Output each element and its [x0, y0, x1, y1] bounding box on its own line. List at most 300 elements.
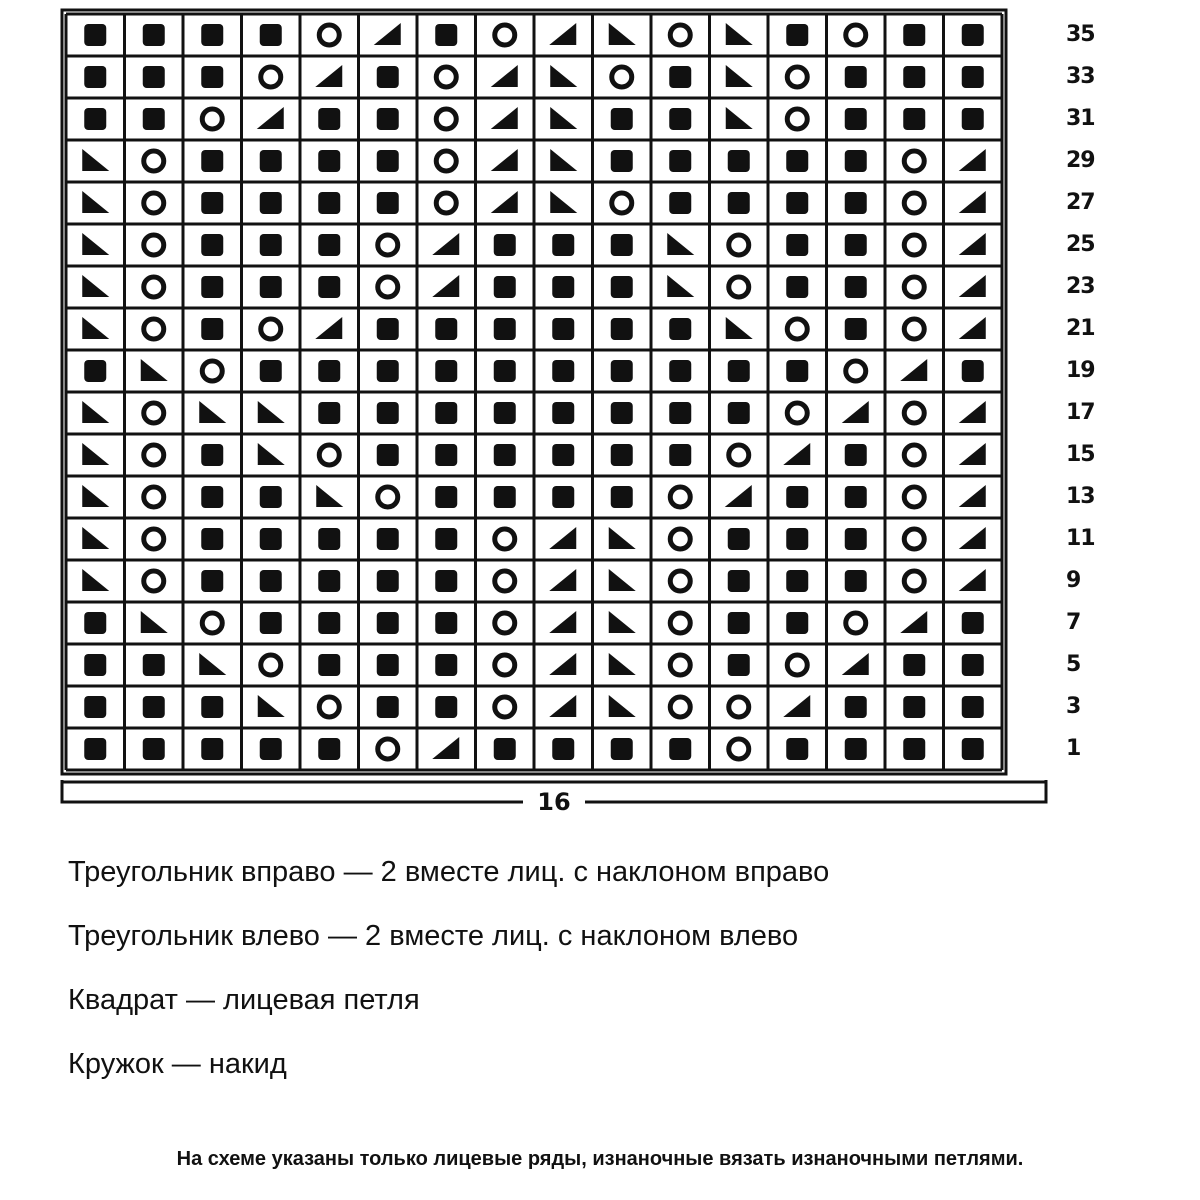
knit-stitch-square-icon	[84, 696, 106, 718]
knit-stitch-square-icon	[552, 234, 574, 256]
knit-stitch-square-icon	[669, 192, 691, 214]
knit-stitch-square-icon	[318, 654, 340, 676]
knit-stitch-square-icon	[611, 486, 633, 508]
yarn-over-circle-icon	[729, 235, 749, 255]
right-decrease-triangle-icon	[609, 569, 636, 591]
knit-stitch-square-icon	[552, 486, 574, 508]
row-number-label: 7	[1066, 610, 1081, 635]
knit-stitch-square-icon	[84, 108, 106, 130]
knit-stitch-square-icon	[494, 444, 516, 466]
yarn-over-circle-icon	[670, 613, 690, 633]
knit-stitch-square-icon	[318, 108, 340, 130]
left-decrease-triangle-icon	[432, 233, 459, 255]
knit-stitch-square-icon	[786, 276, 808, 298]
row-number-column	[1066, 8, 1136, 768]
knit-stitch-square-icon	[435, 402, 457, 424]
yarn-over-circle-icon	[495, 25, 515, 45]
knit-stitch-square-icon	[377, 444, 399, 466]
knit-stitch-square-icon	[84, 654, 106, 676]
left-decrease-triangle-icon	[959, 191, 986, 213]
knit-stitch-square-icon	[845, 234, 867, 256]
yarn-over-circle-icon	[144, 487, 164, 507]
row-number-label: 13	[1066, 484, 1095, 509]
right-decrease-triangle-icon	[82, 275, 109, 297]
knit-stitch-square-icon	[728, 654, 750, 676]
knit-stitch-square-icon	[84, 24, 106, 46]
yarn-over-circle-icon	[202, 109, 222, 129]
knit-stitch-square-icon	[260, 192, 282, 214]
knit-stitch-square-icon	[903, 738, 925, 760]
right-decrease-triangle-icon	[82, 149, 109, 171]
knit-stitch-square-icon	[845, 696, 867, 718]
yarn-over-circle-icon	[729, 697, 749, 717]
right-decrease-triangle-icon	[550, 65, 577, 87]
knit-stitch-square-icon	[728, 528, 750, 550]
left-decrease-triangle-icon	[959, 569, 986, 591]
knit-stitch-square-icon	[786, 486, 808, 508]
knit-stitch-square-icon	[611, 360, 633, 382]
right-decrease-triangle-icon	[82, 191, 109, 213]
left-decrease-triangle-icon	[783, 695, 810, 717]
right-decrease-triangle-icon	[550, 191, 577, 213]
right-decrease-triangle-icon	[82, 233, 109, 255]
yarn-over-circle-icon	[261, 319, 281, 339]
knit-stitch-square-icon	[494, 276, 516, 298]
left-decrease-triangle-icon	[549, 653, 576, 675]
knit-stitch-square-icon	[786, 150, 808, 172]
knit-stitch-square-icon	[845, 192, 867, 214]
knit-stitch-square-icon	[201, 234, 223, 256]
left-decrease-triangle-icon	[842, 401, 869, 423]
knit-stitch-square-icon	[669, 66, 691, 88]
yarn-over-circle-icon	[846, 613, 866, 633]
knit-stitch-square-icon	[845, 738, 867, 760]
knit-stitch-square-icon	[669, 360, 691, 382]
knit-stitch-square-icon	[845, 486, 867, 508]
knit-stitch-square-icon	[318, 402, 340, 424]
right-decrease-triangle-icon	[82, 569, 109, 591]
right-decrease-triangle-icon	[550, 107, 577, 129]
yarn-over-circle-icon	[495, 529, 515, 549]
right-decrease-triangle-icon	[258, 443, 285, 465]
row-number-label: 9	[1066, 568, 1081, 593]
yarn-over-circle-icon	[436, 109, 456, 129]
right-decrease-triangle-icon	[609, 23, 636, 45]
knit-stitch-square-icon	[84, 738, 106, 760]
knit-stitch-square-icon	[903, 654, 925, 676]
knit-stitch-square-icon	[552, 360, 574, 382]
right-decrease-triangle-icon	[82, 527, 109, 549]
knit-stitch-square-icon	[786, 612, 808, 634]
knit-stitch-square-icon	[903, 696, 925, 718]
knit-stitch-square-icon	[903, 66, 925, 88]
knit-stitch-square-icon	[84, 360, 106, 382]
knit-stitch-square-icon	[728, 150, 750, 172]
right-decrease-triangle-icon	[82, 401, 109, 423]
knit-stitch-square-icon	[845, 108, 867, 130]
left-decrease-triangle-icon	[491, 107, 518, 129]
knit-stitch-square-icon	[786, 528, 808, 550]
right-decrease-triangle-icon	[609, 527, 636, 549]
yarn-over-circle-icon	[144, 193, 164, 213]
knit-stitch-square-icon	[435, 570, 457, 592]
yarn-over-circle-icon	[729, 445, 749, 465]
knit-stitch-square-icon	[728, 570, 750, 592]
knit-stitch-square-icon	[435, 24, 457, 46]
yarn-over-circle-icon	[787, 655, 807, 675]
knit-stitch-square-icon	[728, 192, 750, 214]
yarn-over-circle-icon	[904, 529, 924, 549]
right-decrease-triangle-icon	[82, 443, 109, 465]
knit-stitch-square-icon	[435, 696, 457, 718]
yarn-over-circle-icon	[787, 109, 807, 129]
knit-stitch-square-icon	[260, 528, 282, 550]
yarn-over-circle-icon	[144, 319, 164, 339]
knit-stitch-square-icon	[377, 570, 399, 592]
yarn-over-circle-icon	[261, 67, 281, 87]
knit-stitch-square-icon	[143, 654, 165, 676]
left-decrease-triangle-icon	[374, 23, 401, 45]
left-decrease-triangle-icon	[257, 107, 284, 129]
right-decrease-triangle-icon	[726, 107, 753, 129]
left-decrease-triangle-icon	[549, 569, 576, 591]
row-number-label: 27	[1066, 190, 1095, 215]
yarn-over-circle-icon	[319, 697, 339, 717]
right-decrease-triangle-icon	[258, 695, 285, 717]
row-number-label: 1	[1066, 736, 1081, 761]
knit-stitch-square-icon	[552, 276, 574, 298]
row-number-label: 31	[1066, 106, 1095, 131]
knit-stitch-square-icon	[611, 234, 633, 256]
yarn-over-circle-icon	[378, 487, 398, 507]
knit-stitch-square-icon	[201, 528, 223, 550]
row-number-label: 23	[1066, 274, 1095, 299]
knit-stitch-square-icon	[318, 738, 340, 760]
right-decrease-triangle-icon	[258, 401, 285, 423]
left-decrease-triangle-icon	[549, 611, 576, 633]
knit-stitch-square-icon	[611, 402, 633, 424]
left-decrease-triangle-icon	[900, 359, 927, 381]
legend	[68, 848, 1068, 1104]
left-decrease-triangle-icon	[959, 233, 986, 255]
knit-stitch-square-icon	[377, 696, 399, 718]
left-decrease-triangle-icon	[959, 401, 986, 423]
yarn-over-circle-icon	[144, 571, 164, 591]
yarn-over-circle-icon	[904, 403, 924, 423]
knit-stitch-square-icon	[494, 318, 516, 340]
knit-stitch-square-icon	[201, 696, 223, 718]
yarn-over-circle-icon	[495, 655, 515, 675]
row-number-label: 35	[1066, 22, 1095, 47]
knit-stitch-square-icon	[143, 24, 165, 46]
left-decrease-triangle-icon	[432, 737, 459, 759]
yarn-over-circle-icon	[904, 487, 924, 507]
yarn-over-circle-icon	[670, 697, 690, 717]
knit-stitch-square-icon	[845, 318, 867, 340]
left-decrease-triangle-icon	[959, 275, 986, 297]
knit-stitch-square-icon	[377, 150, 399, 172]
knit-stitch-square-icon	[201, 276, 223, 298]
knit-stitch-square-icon	[611, 318, 633, 340]
knit-stitch-square-icon	[552, 738, 574, 760]
left-decrease-triangle-icon	[491, 65, 518, 87]
knit-stitch-square-icon	[260, 612, 282, 634]
knit-stitch-square-icon	[611, 738, 633, 760]
knit-stitch-square-icon	[669, 402, 691, 424]
knit-stitch-square-icon	[377, 528, 399, 550]
yarn-over-circle-icon	[436, 151, 456, 171]
yarn-over-circle-icon	[319, 445, 339, 465]
knit-stitch-square-icon	[84, 66, 106, 88]
knit-stitch-square-icon	[786, 738, 808, 760]
yarn-over-circle-icon	[670, 655, 690, 675]
knit-stitch-square-icon	[845, 150, 867, 172]
knit-stitch-square-icon	[84, 612, 106, 634]
knit-stitch-square-icon	[611, 444, 633, 466]
left-decrease-triangle-icon	[549, 23, 576, 45]
yarn-over-circle-icon	[378, 235, 398, 255]
row-number-label: 17	[1066, 400, 1095, 425]
knit-stitch-square-icon	[201, 150, 223, 172]
knit-stitch-square-icon	[377, 108, 399, 130]
yarn-over-circle-icon	[612, 193, 632, 213]
knit-stitch-square-icon	[786, 234, 808, 256]
knit-stitch-square-icon	[611, 108, 633, 130]
knit-stitch-square-icon	[143, 66, 165, 88]
knit-stitch-square-icon	[260, 24, 282, 46]
knit-stitch-square-icon	[318, 528, 340, 550]
yarn-over-circle-icon	[670, 25, 690, 45]
yarn-over-circle-icon	[144, 277, 164, 297]
right-decrease-triangle-icon	[609, 695, 636, 717]
yarn-over-circle-icon	[144, 235, 164, 255]
knit-stitch-square-icon	[903, 24, 925, 46]
knit-stitch-square-icon	[786, 360, 808, 382]
right-decrease-triangle-icon	[667, 275, 694, 297]
knit-stitch-square-icon	[435, 360, 457, 382]
yarn-over-circle-icon	[261, 655, 281, 675]
row-number-label: 11	[1066, 526, 1095, 551]
yarn-over-circle-icon	[904, 319, 924, 339]
knit-stitch-square-icon	[962, 108, 984, 130]
knit-stitch-square-icon	[260, 234, 282, 256]
right-decrease-triangle-icon	[82, 317, 109, 339]
yarn-over-circle-icon	[202, 361, 222, 381]
knit-stitch-square-icon	[786, 24, 808, 46]
left-decrease-triangle-icon	[315, 65, 342, 87]
knit-stitch-square-icon	[377, 318, 399, 340]
stitch-count-bar	[60, 780, 1048, 824]
right-decrease-triangle-icon	[609, 653, 636, 675]
row-number-label: 21	[1066, 316, 1095, 341]
yarn-over-circle-icon	[144, 445, 164, 465]
right-decrease-triangle-icon	[316, 485, 343, 507]
right-decrease-triangle-icon	[550, 149, 577, 171]
knit-stitch-square-icon	[728, 612, 750, 634]
yarn-over-circle-icon	[378, 739, 398, 759]
knit-stitch-square-icon	[845, 444, 867, 466]
knit-stitch-square-icon	[318, 570, 340, 592]
legend-square: Квадрат — лицевая петля	[68, 984, 420, 1016]
yarn-over-circle-icon	[144, 529, 164, 549]
knit-stitch-square-icon	[201, 318, 223, 340]
knit-stitch-square-icon	[962, 24, 984, 46]
knit-stitch-square-icon	[318, 234, 340, 256]
knit-stitch-square-icon	[728, 360, 750, 382]
knit-stitch-square-icon	[143, 738, 165, 760]
left-decrease-triangle-icon	[959, 485, 986, 507]
yarn-over-circle-icon	[612, 67, 632, 87]
knit-stitch-square-icon	[377, 360, 399, 382]
knit-stitch-square-icon	[318, 360, 340, 382]
right-decrease-triangle-icon	[199, 653, 226, 675]
knit-stitch-square-icon	[201, 486, 223, 508]
stitch-count-value: 16	[523, 788, 584, 816]
knit-stitch-square-icon	[552, 402, 574, 424]
knit-stitch-square-icon	[201, 192, 223, 214]
knit-stitch-square-icon	[318, 612, 340, 634]
knit-stitch-square-icon	[201, 444, 223, 466]
left-decrease-triangle-icon	[959, 149, 986, 171]
knit-stitch-square-icon	[552, 444, 574, 466]
knit-stitch-square-icon	[845, 570, 867, 592]
left-decrease-triangle-icon	[549, 695, 576, 717]
right-decrease-triangle-icon	[199, 401, 226, 423]
right-decrease-triangle-icon	[82, 485, 109, 507]
knit-stitch-square-icon	[435, 654, 457, 676]
knit-stitch-square-icon	[494, 360, 516, 382]
knit-stitch-square-icon	[845, 66, 867, 88]
left-decrease-triangle-icon	[959, 317, 986, 339]
footnote: На схеме указаны только лицевые ряды, изнаночные вязать изнаночными петлями.	[176, 1148, 1024, 1170]
knit-stitch-square-icon	[494, 234, 516, 256]
yarn-over-circle-icon	[787, 403, 807, 423]
knit-stitch-square-icon	[201, 570, 223, 592]
right-decrease-triangle-icon	[726, 317, 753, 339]
row-number-label: 19	[1066, 358, 1095, 383]
knit-stitch-square-icon	[377, 66, 399, 88]
knit-stitch-square-icon	[962, 654, 984, 676]
knit-stitch-square-icon	[669, 318, 691, 340]
knit-stitch-square-icon	[962, 360, 984, 382]
yarn-over-circle-icon	[904, 151, 924, 171]
knit-stitch-square-icon	[318, 276, 340, 298]
knit-stitch-square-icon	[669, 444, 691, 466]
yarn-over-circle-icon	[904, 235, 924, 255]
left-decrease-triangle-icon	[491, 191, 518, 213]
yarn-over-circle-icon	[436, 193, 456, 213]
row-number-label: 33	[1066, 64, 1095, 89]
knit-stitch-square-icon	[435, 318, 457, 340]
left-decrease-triangle-icon	[491, 149, 518, 171]
knit-stitch-square-icon	[377, 654, 399, 676]
knit-stitch-square-icon	[903, 108, 925, 130]
left-decrease-triangle-icon	[432, 275, 459, 297]
left-decrease-triangle-icon	[959, 443, 986, 465]
knit-stitch-square-icon	[962, 612, 984, 634]
yarn-over-circle-icon	[378, 277, 398, 297]
knit-stitch-square-icon	[260, 738, 282, 760]
left-decrease-triangle-icon	[549, 527, 576, 549]
left-decrease-triangle-icon	[842, 653, 869, 675]
yarn-over-circle-icon	[495, 697, 515, 717]
knit-stitch-square-icon	[260, 360, 282, 382]
left-decrease-triangle-icon	[783, 443, 810, 465]
left-decrease-triangle-icon	[315, 317, 342, 339]
row-number-label: 29	[1066, 148, 1095, 173]
yarn-over-circle-icon	[670, 529, 690, 549]
knit-stitch-square-icon	[260, 150, 282, 172]
row-number-label: 3	[1066, 694, 1081, 719]
yarn-over-circle-icon	[319, 25, 339, 45]
yarn-over-circle-icon	[904, 193, 924, 213]
knit-stitch-square-icon	[494, 738, 516, 760]
knit-stitch-square-icon	[143, 696, 165, 718]
right-decrease-triangle-icon	[141, 359, 168, 381]
knit-stitch-square-icon	[201, 24, 223, 46]
left-decrease-triangle-icon	[959, 527, 986, 549]
knit-stitch-square-icon	[260, 276, 282, 298]
knit-stitch-square-icon	[962, 66, 984, 88]
right-decrease-triangle-icon	[667, 233, 694, 255]
row-number-label: 15	[1066, 442, 1095, 467]
knit-stitch-square-icon	[962, 738, 984, 760]
knit-stitch-square-icon	[786, 570, 808, 592]
yarn-over-circle-icon	[729, 739, 749, 759]
yarn-over-circle-icon	[787, 319, 807, 339]
knit-stitch-square-icon	[260, 486, 282, 508]
yarn-over-circle-icon	[670, 571, 690, 591]
right-decrease-triangle-icon	[141, 611, 168, 633]
right-decrease-triangle-icon	[726, 65, 753, 87]
knit-stitch-square-icon	[494, 402, 516, 424]
row-number-label: 5	[1066, 652, 1081, 677]
chart-grid	[60, 8, 1048, 808]
yarn-over-circle-icon	[670, 487, 690, 507]
knit-stitch-square-icon	[552, 318, 574, 340]
yarn-over-circle-icon	[729, 277, 749, 297]
knit-stitch-square-icon	[201, 66, 223, 88]
yarn-over-circle-icon	[787, 67, 807, 87]
knit-stitch-square-icon	[435, 528, 457, 550]
knit-stitch-square-icon	[377, 612, 399, 634]
yarn-over-circle-icon	[904, 277, 924, 297]
knit-stitch-square-icon	[669, 738, 691, 760]
knit-stitch-square-icon	[318, 192, 340, 214]
knit-stitch-square-icon	[435, 612, 457, 634]
knit-stitch-square-icon	[786, 192, 808, 214]
yarn-over-circle-icon	[144, 151, 164, 171]
left-decrease-triangle-icon	[725, 485, 752, 507]
knit-stitch-square-icon	[143, 108, 165, 130]
legend-circle: Кружок — накид	[68, 1048, 287, 1080]
yarn-over-circle-icon	[846, 25, 866, 45]
yarn-over-circle-icon	[904, 445, 924, 465]
knit-stitch-square-icon	[377, 402, 399, 424]
knit-stitch-square-icon	[728, 402, 750, 424]
knit-stitch-square-icon	[260, 570, 282, 592]
yarn-over-circle-icon	[144, 403, 164, 423]
knit-stitch-square-icon	[669, 108, 691, 130]
knitting-chart	[60, 8, 1048, 808]
yarn-over-circle-icon	[846, 361, 866, 381]
knit-stitch-square-icon	[845, 276, 867, 298]
stitch-count-label	[60, 780, 1048, 824]
knit-stitch-square-icon	[318, 150, 340, 172]
row-number-label: 25	[1066, 232, 1095, 257]
knit-stitch-square-icon	[201, 738, 223, 760]
yarn-over-circle-icon	[202, 613, 222, 633]
